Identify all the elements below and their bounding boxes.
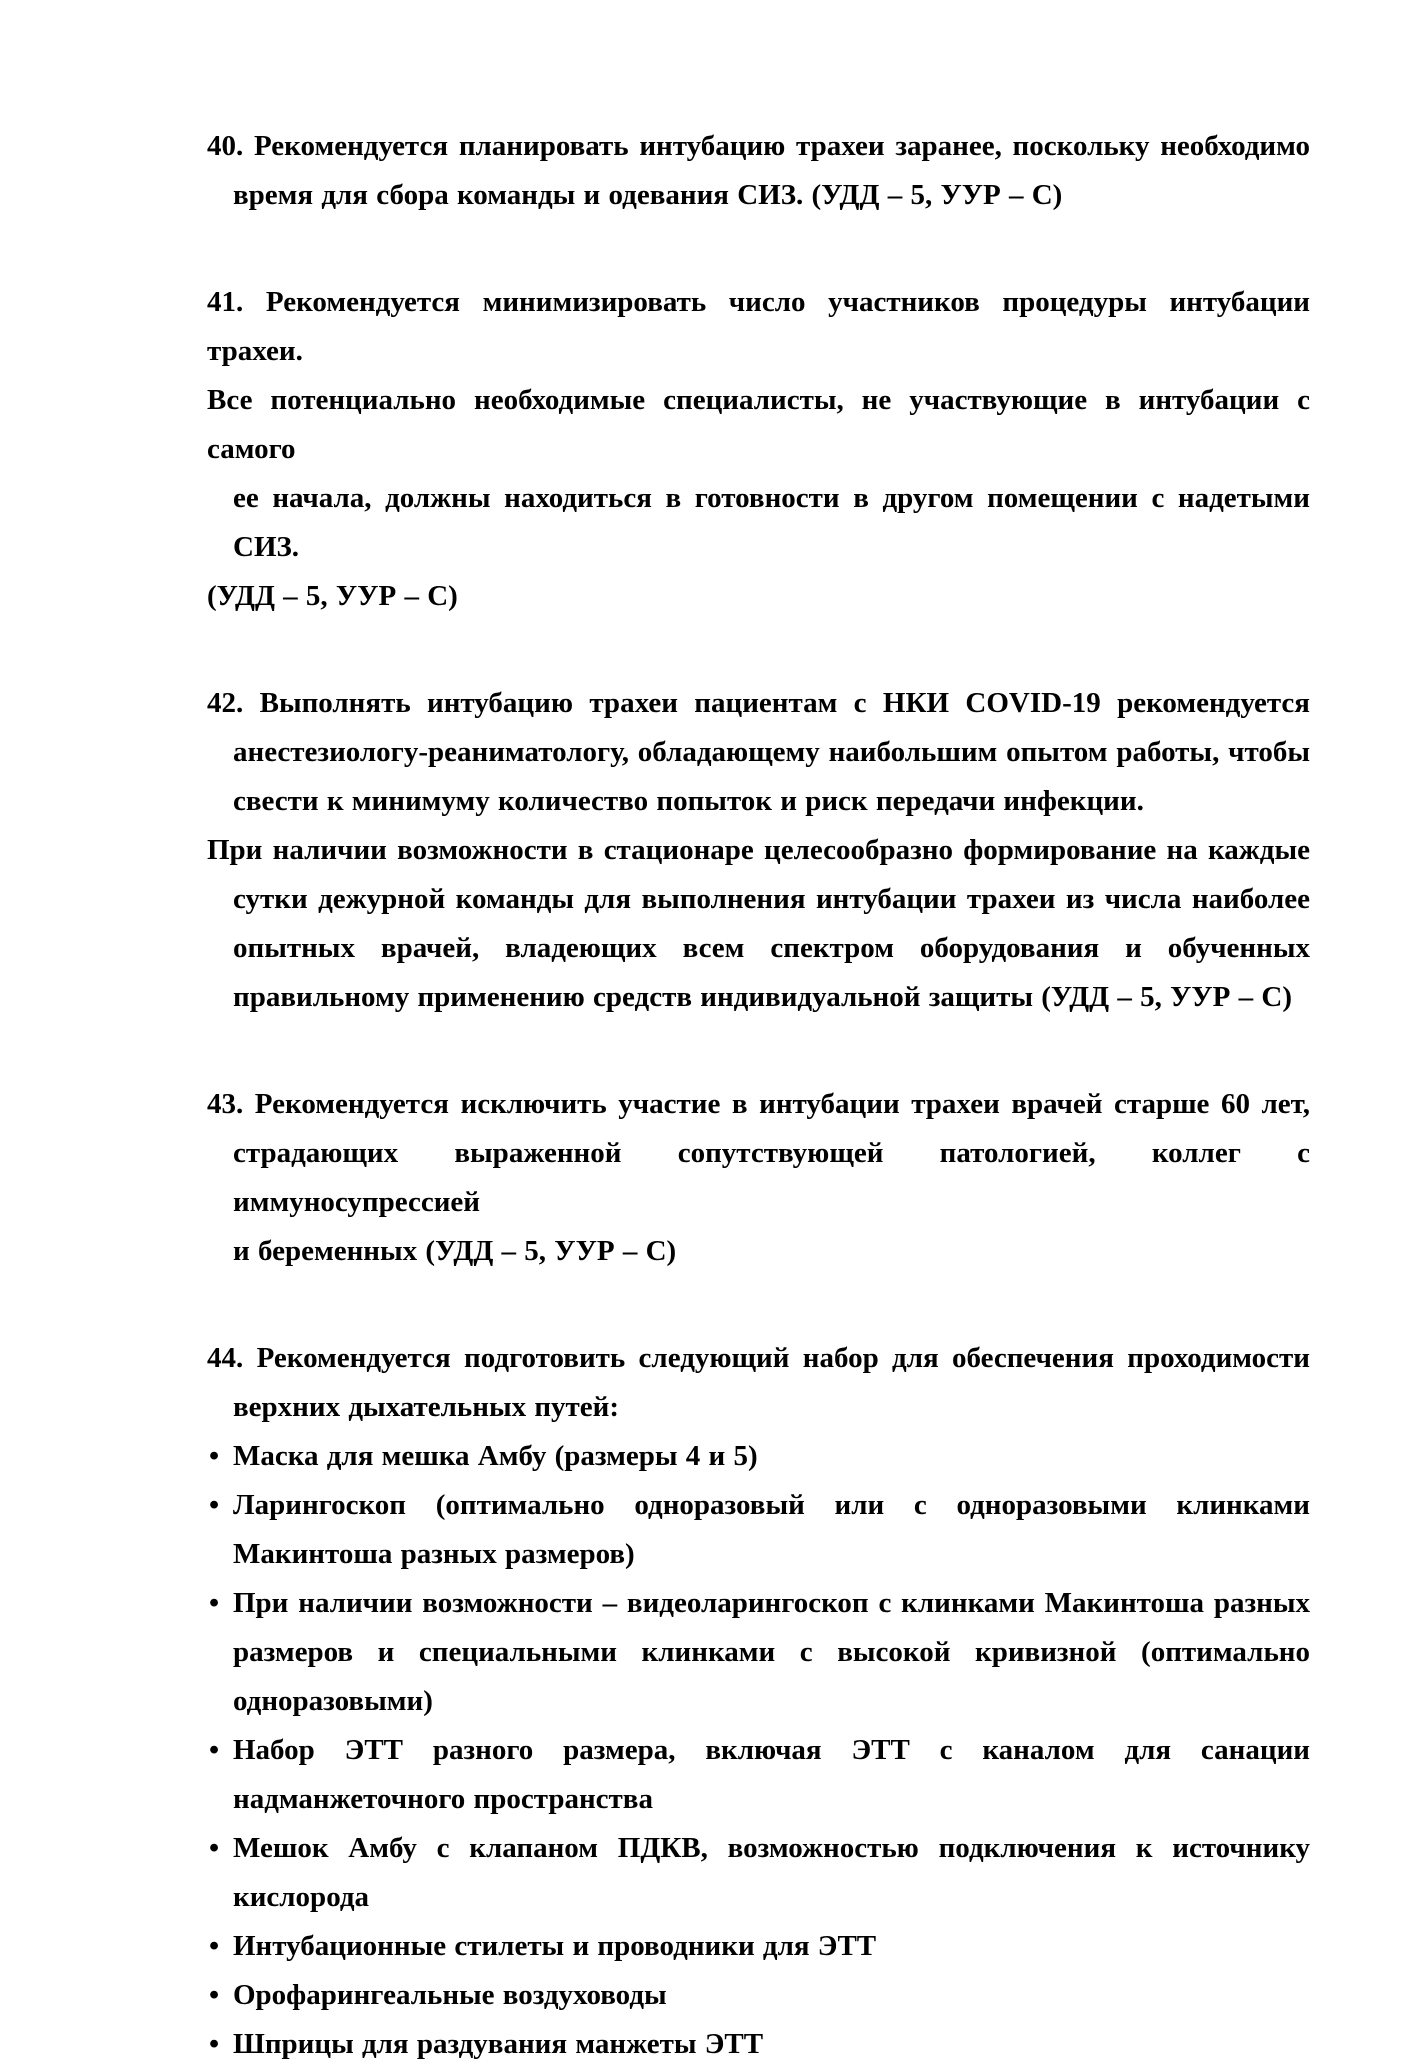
text-line: 40. Рекомендуется планировать интубацию трахеи заранее, поскольку необходимо <box>207 130 1310 162</box>
bullet-icon: • <box>209 1489 220 1521</box>
text-line: ее начала, должны находиться в готовности в другом помещении с надетыми СИЗ. <box>233 482 1310 563</box>
text-line: одноразовыми) <box>233 1685 433 1717</box>
list-item <box>207 1824 1310 1922</box>
text-line: 43. Рекомендуется исключить участие в интубации трахеи врачей старше 60 лет, <box>207 1088 1310 1120</box>
text-line: Орофарингеальные воздуховоды <box>233 1979 667 2011</box>
list-item <box>207 1922 1310 1971</box>
text-line: При наличии возможности – видеоларингоскоп с клинками Макинтоша разных <box>233 1587 1310 1619</box>
text-line: Интубационные стилеты и проводники для ЭТТ <box>233 1930 877 1962</box>
text-line: Макинтоша разных размеров) <box>233 1538 635 1570</box>
bullet-icon: • <box>209 1587 220 1619</box>
text-line: свести к минимуму количество попыток и риск передачи инфекции. <box>233 785 1144 817</box>
text-line: опытных врачей, владеющих всем спектром оборудования и обученных <box>233 932 1310 964</box>
text-line: анестезиологу-реаниматологу, обладающему наибольшим опытом работы, чтобы <box>233 736 1310 768</box>
list-item <box>207 2020 1310 2069</box>
text-line: Маска для мешка Амбу (размеры 4 и 5) <box>233 1440 758 1472</box>
recommendations-text <box>207 122 1310 2069</box>
bullet-icon: • <box>209 1930 220 1962</box>
list-item <box>207 1579 1310 1726</box>
list-item <box>207 1432 1310 1481</box>
recommendation-item-43 <box>207 1080 1310 1276</box>
airway-equipment-list <box>207 1432 1310 2069</box>
text-line: время для сбора команды и одевания СИЗ. (УДД – 5, УУР – С) <box>233 179 1063 211</box>
bullet-icon: • <box>209 1979 220 2011</box>
text-line: Мешок Амбу с клапаном ПДКВ, возможностью подключения к источнику <box>233 1832 1310 1864</box>
text-line: 41. Рекомендуется минимизировать число участников процедуры интубации трахеи. <box>207 286 1310 367</box>
recommendation-item-44 <box>207 1334 1310 2069</box>
text-line: надманжеточного пространства <box>233 1783 653 1815</box>
list-item <box>207 1481 1310 1579</box>
text-line: Набор ЭТТ разного размера, включая ЭТТ с каналом для санации <box>233 1734 1310 1766</box>
list-item <box>207 1971 1310 2020</box>
list-item <box>207 1726 1310 1824</box>
recommendation-item-41 <box>207 278 1310 621</box>
bullet-icon: • <box>209 1440 220 1472</box>
recommendation-item-42 <box>207 679 1310 1022</box>
text-line: сутки дежурной команды для выполнения интубации трахеи из числа наиболее <box>233 883 1310 915</box>
text-line: 44. Рекомендуется подготовить следующий набор для обеспечения проходимости <box>207 1342 1310 1374</box>
bullet-icon: • <box>209 2028 220 2060</box>
text-line: (УДД – 5, УУР – С) <box>207 580 458 612</box>
text-line: размеров и специальными клинками с высокой кривизной (оптимально <box>233 1636 1310 1668</box>
text-line: Все потенциально необходимые специалисты, не участвующие в интубации с самого <box>207 384 1310 465</box>
bullet-icon: • <box>209 1734 220 1766</box>
text-line: 42. Выполнять интубацию трахеи пациентам с НКИ COVID-19 рекомендуется <box>207 687 1310 719</box>
text-line: Шприцы для раздувания манжеты ЭТТ <box>233 2028 764 2060</box>
recommendation-item-40 <box>207 122 1310 220</box>
text-line: и беременных (УДД – 5, УУР – С) <box>233 1235 677 1267</box>
text-line: правильному применению средств индивидуальной защиты (УДД – 5, УУР – С) <box>233 981 1292 1013</box>
text-line: При наличии возможности в стационаре целесообразно формирование на каждые <box>207 834 1310 866</box>
text-line: верхних дыхательных путей: <box>233 1391 620 1423</box>
text-line: Ларингоскоп (оптимально одноразовый или с одноразовыми клинками <box>233 1489 1310 1521</box>
bullet-icon: • <box>209 1832 220 1864</box>
text-line: страдающих выраженной сопутствующей патологией, коллег с иммуносупрессией <box>233 1137 1310 1218</box>
text-line: кислорода <box>233 1881 370 1913</box>
